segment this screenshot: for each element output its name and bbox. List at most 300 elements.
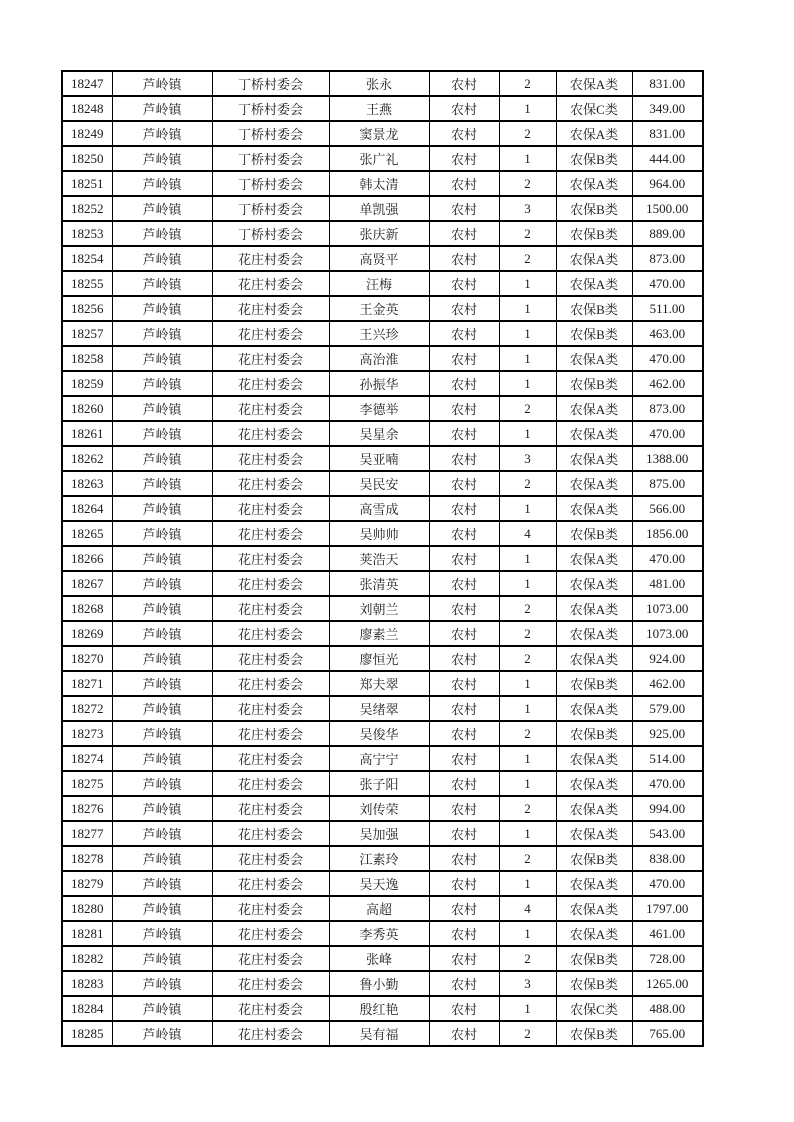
cell-person-count: 1 bbox=[499, 271, 556, 296]
table-row bbox=[62, 371, 703, 396]
cell-village-committee: 花庄村委会 bbox=[212, 696, 329, 721]
table-row bbox=[62, 471, 703, 496]
cell-person-count: 1 bbox=[499, 996, 556, 1021]
cell-amount: 579.00 bbox=[632, 696, 703, 721]
cell-person-name: 荚浩天 bbox=[329, 546, 429, 571]
cell-residence-type: 农村 bbox=[429, 146, 499, 171]
cell-village-committee: 花庄村委会 bbox=[212, 346, 329, 371]
cell-record-id: 18272 bbox=[62, 696, 112, 721]
cell-person-name: 高宁宁 bbox=[329, 746, 429, 771]
cell-person-count: 2 bbox=[499, 846, 556, 871]
cell-residence-type: 农村 bbox=[429, 346, 499, 371]
cell-person-name: 汪梅 bbox=[329, 271, 429, 296]
cell-amount: 462.00 bbox=[632, 671, 703, 696]
cell-amount: 994.00 bbox=[632, 796, 703, 821]
cell-town: 芦岭镇 bbox=[112, 371, 212, 396]
cell-record-id: 18250 bbox=[62, 146, 112, 171]
cell-village-committee: 花庄村委会 bbox=[212, 621, 329, 646]
cell-amount: 765.00 bbox=[632, 1021, 703, 1046]
cell-town: 芦岭镇 bbox=[112, 646, 212, 671]
cell-village-committee: 花庄村委会 bbox=[212, 546, 329, 571]
cell-record-id: 18253 bbox=[62, 221, 112, 246]
cell-village-committee: 花庄村委会 bbox=[212, 371, 329, 396]
cell-insurance-type: 农保A类 bbox=[556, 171, 632, 196]
cell-person-name: 张庆新 bbox=[329, 221, 429, 246]
cell-residence-type: 农村 bbox=[429, 171, 499, 196]
cell-person-name: 吴有福 bbox=[329, 1021, 429, 1046]
cell-residence-type: 农村 bbox=[429, 571, 499, 596]
table-row bbox=[62, 746, 703, 771]
table-row bbox=[62, 846, 703, 871]
cell-insurance-type: 农保B类 bbox=[556, 196, 632, 221]
cell-record-id: 18278 bbox=[62, 846, 112, 871]
cell-residence-type: 农村 bbox=[429, 546, 499, 571]
cell-amount: 444.00 bbox=[632, 146, 703, 171]
cell-insurance-type: 农保B类 bbox=[556, 521, 632, 546]
cell-person-name: 吴天逸 bbox=[329, 871, 429, 896]
cell-insurance-type: 农保B类 bbox=[556, 671, 632, 696]
cell-insurance-type: 农保A类 bbox=[556, 796, 632, 821]
cell-residence-type: 农村 bbox=[429, 621, 499, 646]
cell-person-name: 韩太清 bbox=[329, 171, 429, 196]
cell-person-name: 殷红艳 bbox=[329, 996, 429, 1021]
table-row bbox=[62, 271, 703, 296]
cell-amount: 924.00 bbox=[632, 646, 703, 671]
cell-person-count: 1 bbox=[499, 496, 556, 521]
cell-insurance-type: 农保B类 bbox=[556, 371, 632, 396]
cell-village-committee: 花庄村委会 bbox=[212, 571, 329, 596]
table-row bbox=[62, 196, 703, 221]
cell-person-count: 2 bbox=[499, 246, 556, 271]
cell-village-committee: 花庄村委会 bbox=[212, 296, 329, 321]
cell-insurance-type: 农保A类 bbox=[556, 696, 632, 721]
cell-village-committee: 花庄村委会 bbox=[212, 846, 329, 871]
cell-village-committee: 花庄村委会 bbox=[212, 246, 329, 271]
cell-person-name: 高贤平 bbox=[329, 246, 429, 271]
cell-record-id: 18279 bbox=[62, 871, 112, 896]
table-row bbox=[62, 521, 703, 546]
cell-residence-type: 农村 bbox=[429, 496, 499, 521]
table-row bbox=[62, 621, 703, 646]
cell-amount: 831.00 bbox=[632, 121, 703, 146]
cell-amount: 925.00 bbox=[632, 721, 703, 746]
cell-residence-type: 农村 bbox=[429, 471, 499, 496]
cell-person-name: 刘传荣 bbox=[329, 796, 429, 821]
cell-village-committee: 花庄村委会 bbox=[212, 271, 329, 296]
cell-village-committee: 花庄村委会 bbox=[212, 471, 329, 496]
cell-insurance-type: 农保B类 bbox=[556, 721, 632, 746]
cell-amount: 543.00 bbox=[632, 821, 703, 846]
cell-person-name: 吴俊华 bbox=[329, 721, 429, 746]
cell-village-committee: 丁桥村委会 bbox=[212, 71, 329, 96]
cell-town: 芦岭镇 bbox=[112, 996, 212, 1021]
cell-town: 芦岭镇 bbox=[112, 496, 212, 521]
table-row bbox=[62, 171, 703, 196]
cell-insurance-type: 农保A类 bbox=[556, 571, 632, 596]
cell-person-count: 1 bbox=[499, 671, 556, 696]
table-row bbox=[62, 296, 703, 321]
cell-record-id: 18258 bbox=[62, 346, 112, 371]
cell-person-name: 刘朝兰 bbox=[329, 596, 429, 621]
cell-person-count: 2 bbox=[499, 721, 556, 746]
cell-village-committee: 花庄村委会 bbox=[212, 396, 329, 421]
cell-town: 芦岭镇 bbox=[112, 121, 212, 146]
cell-amount: 470.00 bbox=[632, 771, 703, 796]
cell-person-name: 江素玲 bbox=[329, 846, 429, 871]
cell-town: 芦岭镇 bbox=[112, 296, 212, 321]
cell-person-count: 2 bbox=[499, 396, 556, 421]
cell-insurance-type: 农保A类 bbox=[556, 746, 632, 771]
cell-person-count: 1 bbox=[499, 296, 556, 321]
table-row bbox=[62, 1021, 703, 1046]
cell-person-name: 李秀英 bbox=[329, 921, 429, 946]
cell-amount: 349.00 bbox=[632, 96, 703, 121]
cell-insurance-type: 农保A类 bbox=[556, 446, 632, 471]
table-row bbox=[62, 996, 703, 1021]
cell-town: 芦岭镇 bbox=[112, 321, 212, 346]
cell-insurance-type: 农保A类 bbox=[556, 871, 632, 896]
table-row bbox=[62, 221, 703, 246]
cell-town: 芦岭镇 bbox=[112, 921, 212, 946]
cell-amount: 488.00 bbox=[632, 996, 703, 1021]
cell-amount: 1856.00 bbox=[632, 521, 703, 546]
cell-person-count: 1 bbox=[499, 96, 556, 121]
cell-village-committee: 花庄村委会 bbox=[212, 496, 329, 521]
cell-person-count: 2 bbox=[499, 946, 556, 971]
table-row bbox=[62, 696, 703, 721]
cell-residence-type: 农村 bbox=[429, 946, 499, 971]
cell-person-count: 1 bbox=[499, 146, 556, 171]
table-row bbox=[62, 796, 703, 821]
table-row bbox=[62, 496, 703, 521]
cell-town: 芦岭镇 bbox=[112, 271, 212, 296]
table-row bbox=[62, 246, 703, 271]
cell-record-id: 18283 bbox=[62, 971, 112, 996]
cell-town: 芦岭镇 bbox=[112, 1021, 212, 1046]
cell-person-name: 张清英 bbox=[329, 571, 429, 596]
cell-insurance-type: 农保C类 bbox=[556, 996, 632, 1021]
cell-person-count: 2 bbox=[499, 121, 556, 146]
cell-insurance-type: 农保A类 bbox=[556, 821, 632, 846]
table-row bbox=[62, 346, 703, 371]
cell-person-name: 单凯强 bbox=[329, 196, 429, 221]
cell-insurance-type: 农保A类 bbox=[556, 346, 632, 371]
cell-village-committee: 花庄村委会 bbox=[212, 671, 329, 696]
cell-record-id: 18266 bbox=[62, 546, 112, 571]
cell-residence-type: 农村 bbox=[429, 96, 499, 121]
cell-person-count: 1 bbox=[499, 921, 556, 946]
cell-record-id: 18269 bbox=[62, 621, 112, 646]
cell-person-count: 1 bbox=[499, 696, 556, 721]
cell-village-committee: 花庄村委会 bbox=[212, 896, 329, 921]
cell-record-id: 18280 bbox=[62, 896, 112, 921]
cell-village-committee: 花庄村委会 bbox=[212, 646, 329, 671]
cell-person-count: 4 bbox=[499, 896, 556, 921]
cell-residence-type: 农村 bbox=[429, 696, 499, 721]
cell-record-id: 18251 bbox=[62, 171, 112, 196]
cell-insurance-type: 农保A类 bbox=[556, 546, 632, 571]
cell-residence-type: 农村 bbox=[429, 671, 499, 696]
cell-residence-type: 农村 bbox=[429, 196, 499, 221]
cell-town: 芦岭镇 bbox=[112, 196, 212, 221]
cell-person-name: 吴星余 bbox=[329, 421, 429, 446]
cell-person-name: 张子阳 bbox=[329, 771, 429, 796]
cell-insurance-type: 农保B类 bbox=[556, 1021, 632, 1046]
cell-village-committee: 花庄村委会 bbox=[212, 971, 329, 996]
cell-town: 芦岭镇 bbox=[112, 396, 212, 421]
cell-person-name: 孙振华 bbox=[329, 371, 429, 396]
cell-residence-type: 农村 bbox=[429, 521, 499, 546]
cell-town: 芦岭镇 bbox=[112, 871, 212, 896]
cell-insurance-type: 农保B类 bbox=[556, 946, 632, 971]
cell-person-name: 高治淮 bbox=[329, 346, 429, 371]
cell-record-id: 18268 bbox=[62, 596, 112, 621]
table-row bbox=[62, 396, 703, 421]
cell-village-committee: 花庄村委会 bbox=[212, 996, 329, 1021]
cell-insurance-type: 农保A类 bbox=[556, 71, 632, 96]
cell-record-id: 18284 bbox=[62, 996, 112, 1021]
table-row bbox=[62, 646, 703, 671]
cell-village-committee: 花庄村委会 bbox=[212, 596, 329, 621]
cell-residence-type: 农村 bbox=[429, 921, 499, 946]
cell-person-count: 3 bbox=[499, 971, 556, 996]
cell-record-id: 18277 bbox=[62, 821, 112, 846]
cell-person-count: 1 bbox=[499, 346, 556, 371]
cell-insurance-type: 农保A类 bbox=[556, 646, 632, 671]
cell-person-name: 张永 bbox=[329, 71, 429, 96]
cell-insurance-type: 农保A类 bbox=[556, 421, 632, 446]
cell-person-name: 王兴珍 bbox=[329, 321, 429, 346]
cell-person-name: 廖素兰 bbox=[329, 621, 429, 646]
cell-insurance-type: 农保A类 bbox=[556, 896, 632, 921]
cell-town: 芦岭镇 bbox=[112, 746, 212, 771]
cell-residence-type: 农村 bbox=[429, 746, 499, 771]
cell-person-name: 吴绪翠 bbox=[329, 696, 429, 721]
cell-residence-type: 农村 bbox=[429, 71, 499, 96]
cell-amount: 889.00 bbox=[632, 221, 703, 246]
cell-person-name: 高超 bbox=[329, 896, 429, 921]
cell-person-count: 2 bbox=[499, 471, 556, 496]
cell-town: 芦岭镇 bbox=[112, 521, 212, 546]
cell-amount: 470.00 bbox=[632, 871, 703, 896]
cell-village-committee: 花庄村委会 bbox=[212, 946, 329, 971]
table-row bbox=[62, 71, 703, 96]
cell-person-name: 张广礼 bbox=[329, 146, 429, 171]
cell-person-count: 1 bbox=[499, 571, 556, 596]
cell-amount: 1388.00 bbox=[632, 446, 703, 471]
cell-amount: 1073.00 bbox=[632, 596, 703, 621]
cell-insurance-type: 农保A类 bbox=[556, 396, 632, 421]
table-row bbox=[62, 146, 703, 171]
cell-town: 芦岭镇 bbox=[112, 971, 212, 996]
cell-person-count: 1 bbox=[499, 746, 556, 771]
cell-town: 芦岭镇 bbox=[112, 571, 212, 596]
cell-record-id: 18256 bbox=[62, 296, 112, 321]
cell-record-id: 18281 bbox=[62, 921, 112, 946]
cell-village-committee: 花庄村委会 bbox=[212, 1021, 329, 1046]
cell-person-count: 2 bbox=[499, 796, 556, 821]
table-row bbox=[62, 671, 703, 696]
cell-person-count: 1 bbox=[499, 371, 556, 396]
cell-amount: 511.00 bbox=[632, 296, 703, 321]
cell-village-committee: 花庄村委会 bbox=[212, 821, 329, 846]
cell-town: 芦岭镇 bbox=[112, 896, 212, 921]
cell-town: 芦岭镇 bbox=[112, 771, 212, 796]
table-row bbox=[62, 971, 703, 996]
cell-village-committee: 花庄村委会 bbox=[212, 521, 329, 546]
cell-record-id: 18255 bbox=[62, 271, 112, 296]
cell-town: 芦岭镇 bbox=[112, 246, 212, 271]
cell-amount: 470.00 bbox=[632, 346, 703, 371]
cell-amount: 875.00 bbox=[632, 471, 703, 496]
cell-town: 芦岭镇 bbox=[112, 221, 212, 246]
cell-residence-type: 农村 bbox=[429, 246, 499, 271]
cell-record-id: 18285 bbox=[62, 1021, 112, 1046]
cell-insurance-type: 农保B类 bbox=[556, 846, 632, 871]
cell-person-name: 郑夫翠 bbox=[329, 671, 429, 696]
cell-town: 芦岭镇 bbox=[112, 346, 212, 371]
cell-amount: 838.00 bbox=[632, 846, 703, 871]
cell-insurance-type: 农保A类 bbox=[556, 921, 632, 946]
cell-residence-type: 农村 bbox=[429, 821, 499, 846]
cell-amount: 1797.00 bbox=[632, 896, 703, 921]
cell-village-committee: 丁桥村委会 bbox=[212, 121, 329, 146]
cell-village-committee: 花庄村委会 bbox=[212, 446, 329, 471]
table-row bbox=[62, 421, 703, 446]
cell-record-id: 18264 bbox=[62, 496, 112, 521]
cell-village-committee: 花庄村委会 bbox=[212, 771, 329, 796]
cell-village-committee: 花庄村委会 bbox=[212, 871, 329, 896]
cell-person-count: 4 bbox=[499, 521, 556, 546]
cell-residence-type: 农村 bbox=[429, 646, 499, 671]
cell-record-id: 18276 bbox=[62, 796, 112, 821]
cell-town: 芦岭镇 bbox=[112, 596, 212, 621]
cell-person-name: 吴加强 bbox=[329, 821, 429, 846]
cell-record-id: 18252 bbox=[62, 196, 112, 221]
cell-village-committee: 花庄村委会 bbox=[212, 321, 329, 346]
cell-residence-type: 农村 bbox=[429, 721, 499, 746]
cell-town: 芦岭镇 bbox=[112, 146, 212, 171]
cell-insurance-type: 农保B类 bbox=[556, 321, 632, 346]
cell-village-committee: 丁桥村委会 bbox=[212, 96, 329, 121]
cell-person-name: 吴民安 bbox=[329, 471, 429, 496]
cell-record-id: 18254 bbox=[62, 246, 112, 271]
cell-amount: 481.00 bbox=[632, 571, 703, 596]
cell-person-name: 鲁小勤 bbox=[329, 971, 429, 996]
table-row bbox=[62, 96, 703, 121]
cell-amount: 462.00 bbox=[632, 371, 703, 396]
cell-record-id: 18247 bbox=[62, 71, 112, 96]
cell-village-committee: 丁桥村委会 bbox=[212, 221, 329, 246]
cell-person-count: 1 bbox=[499, 771, 556, 796]
cell-residence-type: 农村 bbox=[429, 796, 499, 821]
cell-person-count: 2 bbox=[499, 1021, 556, 1046]
cell-person-name: 张峰 bbox=[329, 946, 429, 971]
cell-village-committee: 花庄村委会 bbox=[212, 746, 329, 771]
cell-town: 芦岭镇 bbox=[112, 671, 212, 696]
cell-residence-type: 农村 bbox=[429, 771, 499, 796]
cell-amount: 873.00 bbox=[632, 396, 703, 421]
cell-residence-type: 农村 bbox=[429, 846, 499, 871]
cell-amount: 470.00 bbox=[632, 546, 703, 571]
cell-amount: 1265.00 bbox=[632, 971, 703, 996]
cell-village-committee: 丁桥村委会 bbox=[212, 171, 329, 196]
cell-amount: 728.00 bbox=[632, 946, 703, 971]
cell-insurance-type: 农保A类 bbox=[556, 471, 632, 496]
cell-insurance-type: 农保A类 bbox=[556, 621, 632, 646]
cell-person-name: 李德举 bbox=[329, 396, 429, 421]
cell-person-count: 1 bbox=[499, 321, 556, 346]
table-row bbox=[62, 946, 703, 971]
cell-record-id: 18275 bbox=[62, 771, 112, 796]
cell-insurance-type: 农保B类 bbox=[556, 296, 632, 321]
cell-amount: 463.00 bbox=[632, 321, 703, 346]
cell-insurance-type: 农保A类 bbox=[556, 771, 632, 796]
table-body bbox=[62, 71, 703, 1046]
cell-amount: 1073.00 bbox=[632, 621, 703, 646]
cell-residence-type: 农村 bbox=[429, 421, 499, 446]
cell-village-committee: 花庄村委会 bbox=[212, 421, 329, 446]
cell-town: 芦岭镇 bbox=[112, 171, 212, 196]
cell-person-count: 1 bbox=[499, 421, 556, 446]
cell-town: 芦岭镇 bbox=[112, 946, 212, 971]
cell-person-name: 窦景龙 bbox=[329, 121, 429, 146]
cell-residence-type: 农村 bbox=[429, 896, 499, 921]
cell-record-id: 18282 bbox=[62, 946, 112, 971]
cell-village-committee: 丁桥村委会 bbox=[212, 146, 329, 171]
cell-record-id: 18265 bbox=[62, 521, 112, 546]
table-row bbox=[62, 771, 703, 796]
cell-record-id: 18261 bbox=[62, 421, 112, 446]
cell-record-id: 18249 bbox=[62, 121, 112, 146]
cell-person-count: 1 bbox=[499, 871, 556, 896]
cell-record-id: 18262 bbox=[62, 446, 112, 471]
cell-residence-type: 农村 bbox=[429, 446, 499, 471]
cell-person-name: 王金英 bbox=[329, 296, 429, 321]
cell-residence-type: 农村 bbox=[429, 296, 499, 321]
table-row bbox=[62, 896, 703, 921]
cell-town: 芦岭镇 bbox=[112, 546, 212, 571]
cell-record-id: 18259 bbox=[62, 371, 112, 396]
cell-person-count: 2 bbox=[499, 621, 556, 646]
table-row bbox=[62, 121, 703, 146]
cell-person-name: 廖恒光 bbox=[329, 646, 429, 671]
table-row bbox=[62, 571, 703, 596]
cell-insurance-type: 农保C类 bbox=[556, 96, 632, 121]
cell-record-id: 18257 bbox=[62, 321, 112, 346]
cell-town: 芦岭镇 bbox=[112, 696, 212, 721]
cell-residence-type: 农村 bbox=[429, 871, 499, 896]
cell-town: 芦岭镇 bbox=[112, 421, 212, 446]
table-row bbox=[62, 921, 703, 946]
cell-residence-type: 农村 bbox=[429, 121, 499, 146]
cell-record-id: 18271 bbox=[62, 671, 112, 696]
cell-person-name: 吴帅帅 bbox=[329, 521, 429, 546]
table-row bbox=[62, 446, 703, 471]
cell-record-id: 18267 bbox=[62, 571, 112, 596]
cell-residence-type: 农村 bbox=[429, 1021, 499, 1046]
cell-amount: 514.00 bbox=[632, 746, 703, 771]
cell-person-count: 2 bbox=[499, 646, 556, 671]
cell-residence-type: 农村 bbox=[429, 396, 499, 421]
cell-person-count: 1 bbox=[499, 821, 556, 846]
cell-insurance-type: 农保A类 bbox=[556, 246, 632, 271]
cell-amount: 470.00 bbox=[632, 421, 703, 446]
cell-town: 芦岭镇 bbox=[112, 621, 212, 646]
cell-residence-type: 农村 bbox=[429, 971, 499, 996]
table-row bbox=[62, 321, 703, 346]
cell-person-count: 2 bbox=[499, 596, 556, 621]
